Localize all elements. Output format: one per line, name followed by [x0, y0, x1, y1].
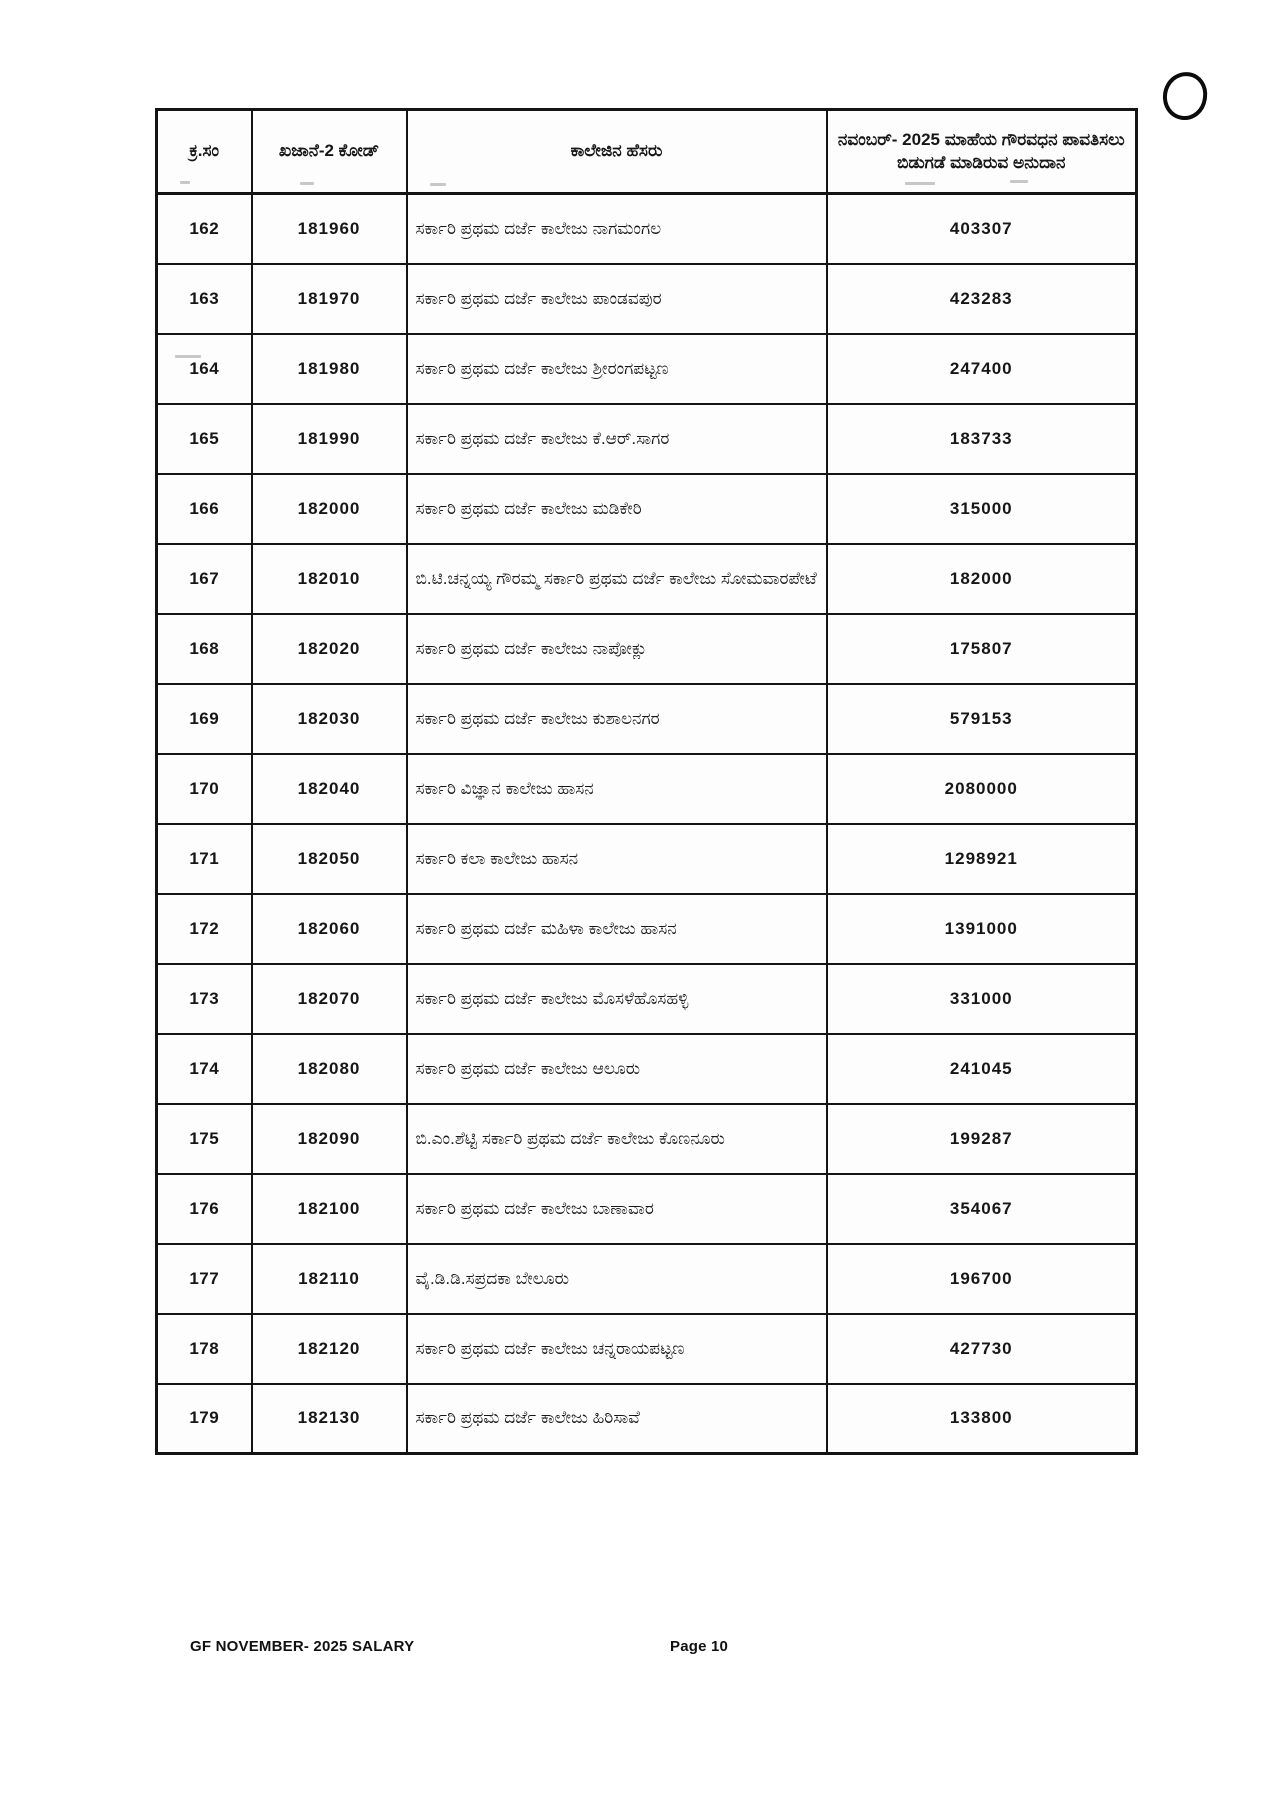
serial-number-cell: 178 [157, 1314, 252, 1384]
grant-amount-cell: 182000 [827, 544, 1137, 614]
college-name-cell: ಸರ್ಕಾರಿ ಪ್ರಥಮ ದರ್ಜೆ ಕಾಲೇಜು ಪಾಂಡವಪುರ [407, 264, 827, 334]
treasury-code-cell: 182130 [252, 1384, 407, 1454]
grant-amount-cell: 1298921 [827, 824, 1137, 894]
grant-amount-cell: 175807 [827, 614, 1137, 684]
college-name-cell: ಸರ್ಕಾರಿ ಪ್ರಥಮ ದರ್ಜೆ ಕಾಲೇಜು ಬಾಣಾವಾರ [407, 1174, 827, 1244]
table-row [157, 1314, 1137, 1384]
serial-number-cell: 165 [157, 404, 252, 474]
grant-amount-cell: 196700 [827, 1244, 1137, 1314]
grant-amount-cell: 183733 [827, 404, 1137, 474]
college-name-cell: ಸರ್ಕಾರಿ ಪ್ರಥಮ ದರ್ಜೆ ಕಾಲೇಜು ಆಲೂರು [407, 1034, 827, 1104]
table-row [157, 1104, 1137, 1174]
serial-number-cell: 171 [157, 824, 252, 894]
college-name-cell: ಸರ್ಕಾರಿ ಪ್ರಥಮ ದರ್ಜೆ ಕಾಲೇಜು ಶ್ರೀರಂಗಪಟ್ಟಣ [407, 334, 827, 404]
grant-amount-cell: 2080000 [827, 754, 1137, 824]
scan-noise [300, 182, 314, 185]
college-name-cell: ಬಿ.ಟಿ.ಚನ್ನಯ್ಯ ಗೌರಮ್ಮ ಸರ್ಕಾರಿ ಪ್ರಥಮ ದರ್ಜೆ ಕಾಲೇಜು ಸೋಮವಾರಪೇಟೆ [407, 544, 827, 614]
table-row [157, 1384, 1137, 1454]
college-name-cell: ಬಿ.ಎಂ.ಶೆಟ್ಟಿ ಸರ್ಕಾರಿ ಪ್ರಥಮ ದರ್ಜೆ ಕಾಲೇಜು ಕೊಣನೂರು [407, 1104, 827, 1174]
serial-number-cell: 164 [157, 334, 252, 404]
treasury-code-cell: 182020 [252, 614, 407, 684]
treasury-code-cell: 181970 [252, 264, 407, 334]
table-row [157, 404, 1137, 474]
header-serial-number: ಕ್ರ.ಸಂ [157, 110, 252, 194]
grant-amount-cell: 247400 [827, 334, 1137, 404]
college-name-cell: ಸರ್ಕಾರಿ ಪ್ರಥಮ ದರ್ಜೆ ಕಾಲೇಜು ಹಿರಿಸಾವೆ [407, 1384, 827, 1454]
scan-noise [1010, 180, 1028, 183]
table-row [157, 264, 1137, 334]
grant-amount-cell: 199287 [827, 1104, 1137, 1174]
table-row [157, 754, 1137, 824]
grant-amount-cell: 315000 [827, 474, 1137, 544]
treasury-code-cell: 182100 [252, 1174, 407, 1244]
serial-number-cell: 172 [157, 894, 252, 964]
college-name-cell: ಸರ್ಕಾರಿ ಪ್ರಥಮ ದರ್ಜೆ ಕಾಲೇಜು ಚನ್ನರಾಯಪಟ್ಟಣ [407, 1314, 827, 1384]
grants-table-body [157, 194, 1137, 1454]
header-college-name: ಕಾಲೇಜಿನ ಹೆಸರು [407, 110, 827, 194]
grant-amount-cell: 423283 [827, 264, 1137, 334]
college-name-cell: ಸರ್ಕಾರಿ ವಿಜ್ಞಾನ ಕಾಲೇಜು ಹಾಸನ [407, 754, 827, 824]
serial-number-cell: 174 [157, 1034, 252, 1104]
serial-number-cell: 163 [157, 264, 252, 334]
college-name-cell: ಸರ್ಕಾರಿ ಪ್ರಥಮ ದರ್ಜೆ ಕಾಲೇಜು ಮಡಿಕೇರಿ [407, 474, 827, 544]
scan-noise [175, 355, 201, 358]
scan-noise [905, 182, 935, 185]
grant-amount-cell: 133800 [827, 1384, 1137, 1454]
table-row [157, 544, 1137, 614]
table-row [157, 334, 1137, 404]
college-name-cell: ಸರ್ಕಾರಿ ಪ್ರಥಮ ದರ್ಜೆ ಕಾಲೇಜು ನಾಗಮಂಗಲ [407, 194, 827, 264]
treasury-code-cell: 182110 [252, 1244, 407, 1314]
table-row [157, 964, 1137, 1034]
college-name-cell: ಸರ್ಕಾರಿ ಪ್ರಥಮ ದರ್ಜೆ ಕಾಲೇಜು ಕೆ.ಆರ್.ಸಾಗರ [407, 404, 827, 474]
treasury-code-cell: 182060 [252, 894, 407, 964]
treasury-code-cell: 182040 [252, 754, 407, 824]
footer-page-number: Page 10 [670, 1638, 729, 1655]
college-name-cell: ಸರ್ಕಾರಿ ಪ್ರಥಮ ದರ್ಜೆ ಕಾಲೇಜು ಕುಶಾಲನಗರ [407, 684, 827, 754]
treasury-code-cell: 181990 [252, 404, 407, 474]
serial-number-cell: 177 [157, 1244, 252, 1314]
table-row [157, 614, 1137, 684]
table-row [157, 1174, 1137, 1244]
table-row [157, 194, 1137, 264]
serial-number-cell: 169 [157, 684, 252, 754]
treasury-code-cell: 182030 [252, 684, 407, 754]
serial-number-cell: 162 [157, 194, 252, 264]
handwritten-circle-mark [1160, 69, 1210, 123]
serial-number-cell: 166 [157, 474, 252, 544]
grant-amount-cell: 331000 [827, 964, 1137, 1034]
college-name-cell: ವೈ.ಡಿ.ಡಿ.ಸಪ್ರದಕಾ ಬೇಲೂರು [407, 1244, 827, 1314]
college-name-cell: ಸರ್ಕಾರಿ ಪ್ರಥಮ ದರ್ಜೆ ಮಹಿಳಾ ಕಾಲೇಜು ಹಾಸನ [407, 894, 827, 964]
table-row [157, 1244, 1137, 1314]
grant-amount-cell: 1391000 [827, 894, 1137, 964]
college-name-cell: ಸರ್ಕಾರಿ ಕಲಾ ಕಾಲೇಜು ಹಾಸನ [407, 824, 827, 894]
scan-noise [180, 181, 190, 184]
serial-number-cell: 168 [157, 614, 252, 684]
treasury-code-cell: 182070 [252, 964, 407, 1034]
grant-amount-cell: 427730 [827, 1314, 1137, 1384]
grant-amount-cell: 241045 [827, 1034, 1137, 1104]
header-treasury-code: ಖಜಾನೆ-2 ಕೋಡ್ [252, 110, 407, 194]
grant-amount-cell: 354067 [827, 1174, 1137, 1244]
header-grant-released: ನವಂಬರ್- 2025 ಮಾಹೆಯ ಗೌರವಧನ ಪಾವತಿಸಲು ಬಿಡುಗಡೆ ಮಾಡಿರುವ ಅನುದಾನ [827, 110, 1137, 194]
grants-table [155, 108, 1138, 1455]
treasury-code-cell: 182080 [252, 1034, 407, 1104]
treasury-code-cell: 182000 [252, 474, 407, 544]
serial-number-cell: 179 [157, 1384, 252, 1454]
treasury-code-cell: 181960 [252, 194, 407, 264]
treasury-code-cell: 182010 [252, 544, 407, 614]
table-row [157, 824, 1137, 894]
treasury-code-cell: 182050 [252, 824, 407, 894]
treasury-code-cell: 182090 [252, 1104, 407, 1174]
serial-number-cell: 170 [157, 754, 252, 824]
college-name-cell: ಸರ್ಕಾರಿ ಪ್ರಥಮ ದರ್ಜೆ ಕಾಲೇಜು ನಾಪೋಕ್ಲು [407, 614, 827, 684]
table-header-row [157, 110, 1137, 194]
serial-number-cell: 176 [157, 1174, 252, 1244]
table-row [157, 894, 1137, 964]
treasury-code-cell: 182120 [252, 1314, 407, 1384]
grant-amount-cell: 403307 [827, 194, 1137, 264]
table-row [157, 1034, 1137, 1104]
footer-doc-title: GF NOVEMBER- 2025 SALARY [190, 1638, 415, 1655]
college-name-cell: ಸರ್ಕಾರಿ ಪ್ರಥಮ ದರ್ಜೆ ಕಾಲೇಜು ಮೊಸಳೆಹೊಸಹಳ್ಳಿ [407, 964, 827, 1034]
grant-amount-cell: 579153 [827, 684, 1137, 754]
serial-number-cell: 167 [157, 544, 252, 614]
scan-noise [430, 183, 446, 186]
table-row [157, 474, 1137, 544]
serial-number-cell: 173 [157, 964, 252, 1034]
treasury-code-cell: 181980 [252, 334, 407, 404]
table-row [157, 684, 1137, 754]
serial-number-cell: 175 [157, 1104, 252, 1174]
